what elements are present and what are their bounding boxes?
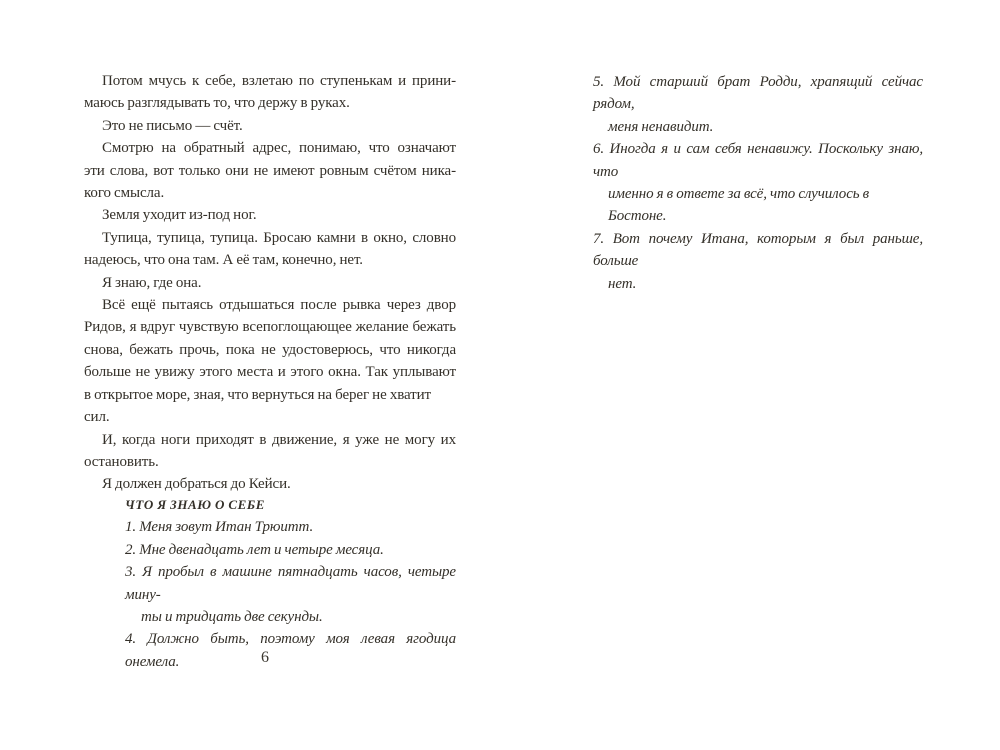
text-line: 3. Я пробыл в машине пятнадцать часов, четыре мину-: [125, 564, 456, 603]
page-number: 6: [261, 649, 269, 666]
list-heading: ЧТО Я ЗНАЮ О СЕБЕ: [125, 497, 265, 512]
text-line: остановить.: [84, 453, 159, 470]
text-line: 7. Вот почему Итана, которым я был раньше, больше: [593, 230, 923, 270]
text-line: Тупица, тупица, тупица. Бросаю камни в окно, словно: [102, 229, 456, 246]
text-line: в открытое море, зная, что вернуться на берег не хватит сил.: [84, 386, 432, 426]
text-line: больше не увижу этого места и этого окна. Так уплывают: [84, 364, 456, 381]
text-line: ты и тридцать две секунды.: [141, 609, 323, 626]
text-line: надеюсь, что она там. А её там, конечно, нет.: [84, 252, 363, 269]
text-line: Земля уходит из-под ног.: [102, 207, 257, 224]
text-line: Я должен добраться до Кейси.: [102, 476, 291, 493]
text-line: И, когда ноги приходят в движение, я уже не могу их: [102, 431, 456, 448]
text-line: Это не письмо — счёт.: [102, 117, 243, 134]
text-line: Потом мчусь к себе, взлетаю по ступенькам и прини-: [102, 73, 456, 89]
text-line: Всё ещё пытаясь отдышаться после рывка через двор: [102, 297, 456, 314]
text-line: 6. Иногда я и сам себя ненавижу. Поскольку знаю, что: [593, 141, 923, 180]
text-line: маюсь разглядывать то, что держу в руках.: [84, 95, 350, 112]
text-line: Ридов, я вдруг чувствую всепоглощающее желание бежать: [84, 319, 456, 336]
text-line: Смотрю на обратный адрес, понимаю, что означают: [102, 140, 456, 157]
text-line: кого смысла.: [84, 185, 165, 202]
text-line: снова, бежать прочь, пока не удостоверюсь, что никогда: [84, 341, 456, 358]
text-line: именно я в ответе за всё, что случилось в Бостоне.: [608, 186, 870, 225]
text-line: 5. Мой старший брат Родди, храпящий сейчас рядом,: [593, 74, 923, 113]
text-line: нет.: [608, 275, 637, 292]
text-line: 4. Должно быть, поэтому моя левая ягодица онемела.: [125, 631, 456, 670]
text-line: Я знаю, где она.: [102, 274, 202, 291]
text-line: эти слова, вот только они не имеют ровным счётом ника-: [84, 162, 456, 179]
text-line: 2. Мне двенадцать лет и четыре месяца.: [125, 541, 384, 558]
right-page-list-lines: [593, 71, 923, 295]
text-line: меня ненавидит.: [608, 118, 714, 135]
text-line: 1. Меня зовут Итан Трюитт.: [125, 519, 314, 536]
